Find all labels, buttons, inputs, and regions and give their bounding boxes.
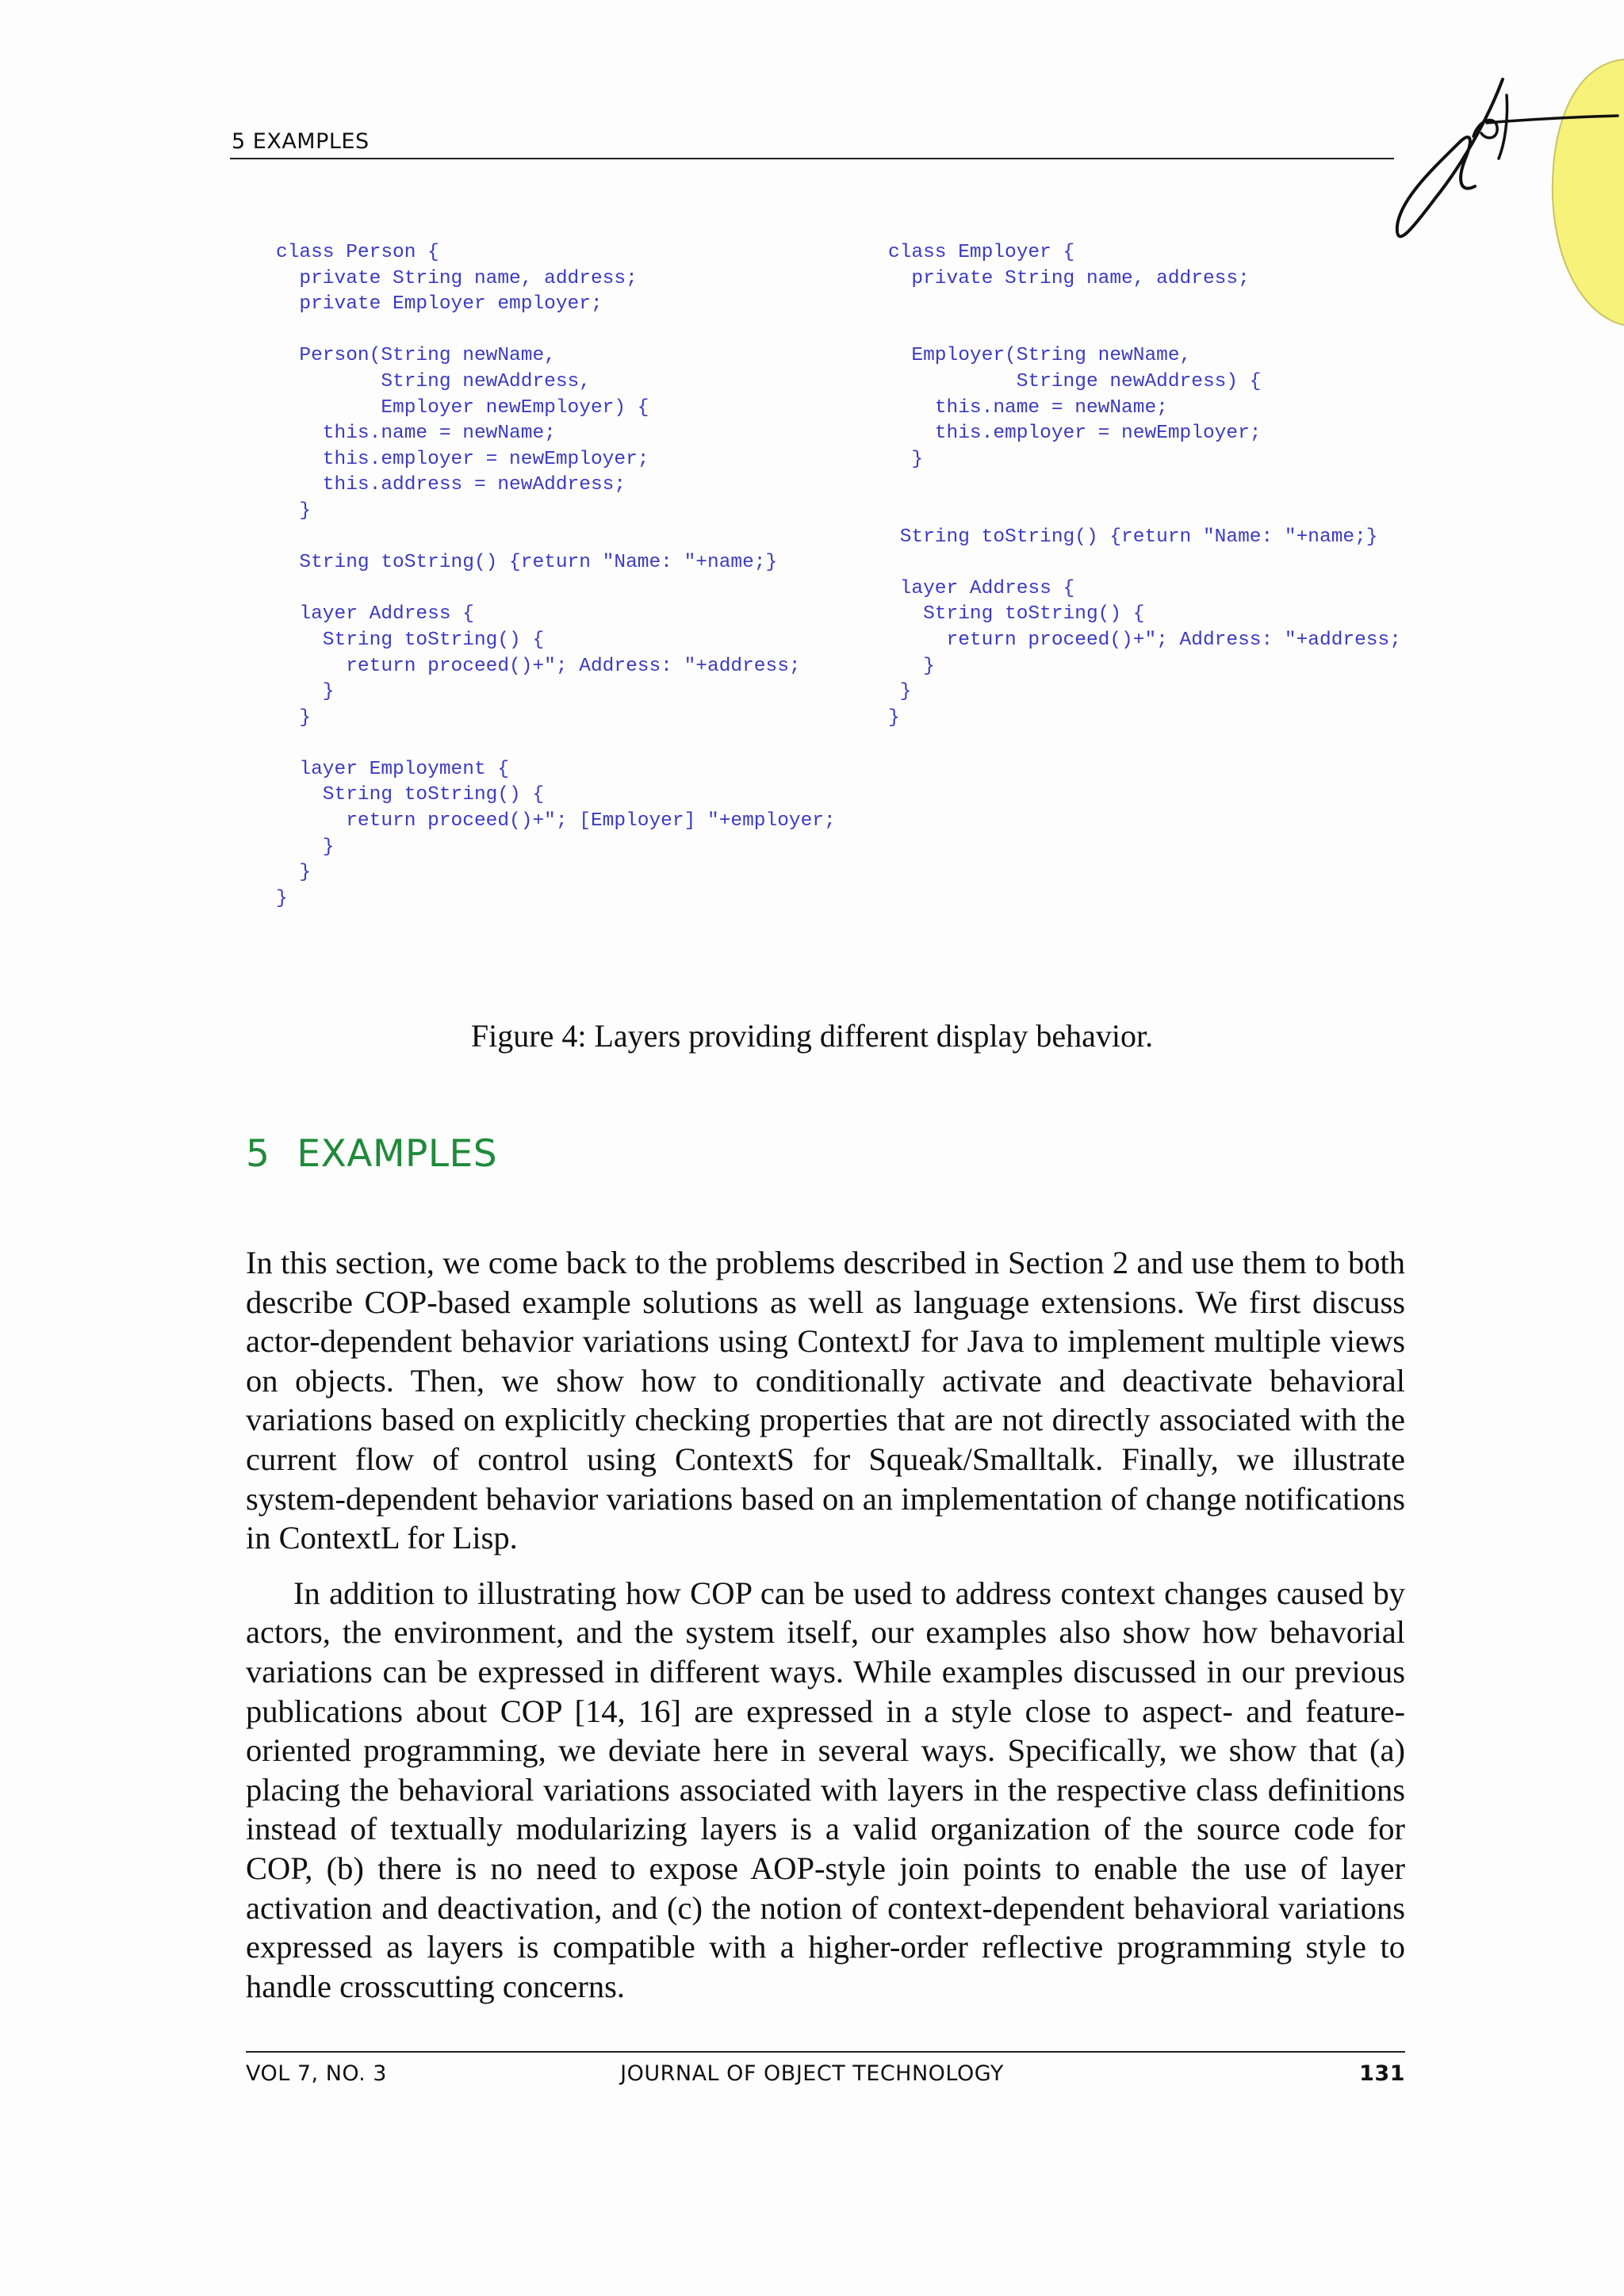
footer-rule (246, 2051, 1405, 2053)
signature-icon (1380, 48, 1624, 333)
signature-stroke-main (1397, 79, 1503, 236)
footer-page-number: 131 (1359, 2061, 1405, 2086)
section-number: 5 (246, 1132, 270, 1176)
section-title: EXAMPLES (297, 1132, 498, 1176)
footer-volume: VOL 7, NO. 3 (246, 2061, 387, 2086)
highlight-blob (1553, 59, 1624, 325)
paragraph: In addition to illustrating how COP can be used to address context changes caused by actors, the environment, and the system itself, our examples also show how behavorial variations can be expressed in different ways. While examples discussed in our previous publications about COP [14, 16] are expressed in a style close to aspect- and feature-oriented programming, we deviate here in several ways. Specifically, we show that (a) placing the behavioral variations associated with layers in the respective class definitions instead of textually modularizing layers is a valid organization of the source code for COP, (b) there is no need to expose AOP-style join points to enable the use of layer activation and deactivation, and (c) the notion of context-dependent behavioral variations expressed as layers is compatible with a higher-order reflective programming style to handle crosscutting concerns. (246, 1575, 1405, 2004)
code-listing-person: class Person { private String name, address; private Employer employer; Person(String newName, String newAddress, Employer newEmployer) { this.name = newName; this.employer = newEmployer; this.address = newAddress; } String toString() {return "Name: "+name;} layer Address { String toString() { return proceed()+"; Address: "+address; } } layer Employment { String toString() { return proceed()+"; [Employer] "+employer; } } } (276, 242, 836, 909)
section-heading (246, 1132, 497, 1176)
paragraph: In this section, we come back to the problems described in Section 2 and use them to both describe COP-based example solutions as well as language extensions. We first discuss actor-dependent behavior variations using ContextJ for Java to implement multiple views on objects. Then, we show how to conditionally activate and deactivate behavioral variations based on explicitly checking properties that are not directly associated with the current flow of control using ContextS for Squeak/Smalltalk. Finally, we illustrate system-dependent behavior variations based on an implementation of change notifications in ContextL for Lisp. (246, 1245, 1405, 1556)
footer-journal: JOURNAL OF OBJECT TECHNOLOGY (620, 2061, 1004, 2086)
running-head: 5 EXAMPLES (232, 129, 370, 154)
code-listing-employer: class Employer { private String name, address; Employer(String newName, Stringe newAddress) { this.name = newName; this.employer = newEmployer; } String toString() {return "Name: "+name;} layer Address { String toString() { return proceed()+"; Address: "+address; } } } (888, 242, 1401, 729)
body-text (246, 1243, 1405, 2022)
header-rule (230, 158, 1394, 159)
figure-caption: Figure 4: Layers providing different display behavior. (470, 1018, 1154, 1054)
